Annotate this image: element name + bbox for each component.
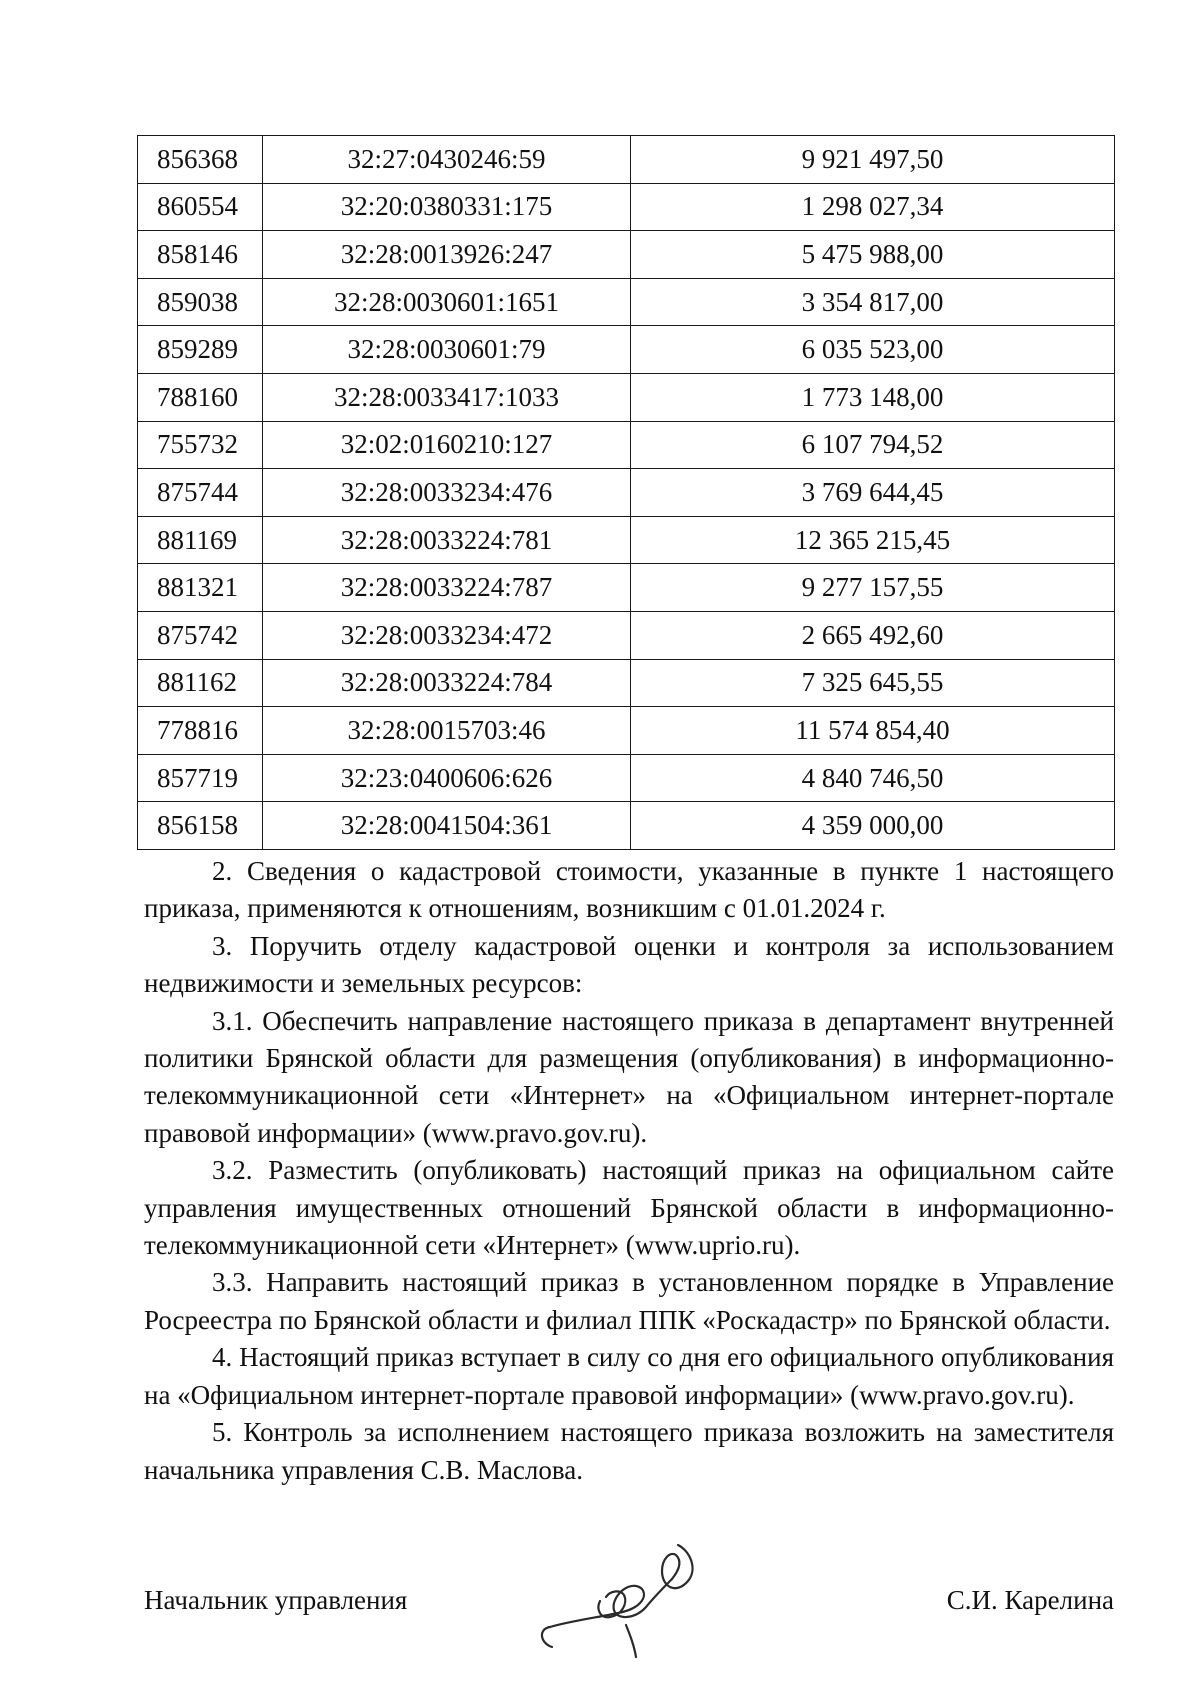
row-number-cell: 755732 [138, 421, 263, 469]
cadastral-number-cell: 32:28:0013926:247 [263, 231, 631, 279]
row-number-cell: 857719 [138, 754, 263, 802]
cadastral-number-cell: 32:23:0400606:626 [263, 754, 631, 802]
cadastral-number-cell: 32:28:0030601:79 [263, 326, 631, 374]
cadastral-number-cell: 32:28:0033224:787 [263, 564, 631, 612]
order-paragraph: 3.2. Разместить (опубликовать) настоящий приказ на официальном сайте управления имущественных отношений Брянской области в информационно-телекоммуникационной сети «Интернет» (www.uprio.ru). [144, 1155, 1114, 1261]
table-row [138, 326, 1115, 374]
order-paragraph: 4. Настоящий приказ вступает в силу со дня его официального опубликования на «Официальном интернет-портале правовой информации» (www.pravo.gov.ru). [144, 1342, 1114, 1410]
cadastral-value-cell: 1 298 027,34 [631, 183, 1115, 231]
table-row [138, 707, 1115, 755]
row-number-cell: 856158 [138, 802, 263, 850]
cadastral-value-cell: 6 107 794,52 [631, 421, 1115, 469]
table-row [138, 231, 1115, 279]
cadastral-value-cell: 3 354 817,00 [631, 278, 1115, 326]
table-row [138, 659, 1115, 707]
table-row [138, 136, 1115, 184]
order-paragraph: 3.1. Обеспечить направление настоящего приказа в департамент внутренней политики Брянской области для размещения (опубликования) в информационно-телекоммуникационной сети «Интернет» на «Официальном интернет-портале правовой информации» (www.pravo.gov.ru). [144, 1005, 1114, 1148]
cadastral-value-cell: 1 773 148,00 [631, 373, 1115, 421]
cadastral-value-cell: 4 359 000,00 [631, 802, 1115, 850]
cadastral-number-cell: 32:28:0033224:781 [263, 516, 631, 564]
row-number-cell: 859038 [138, 278, 263, 326]
order-paragraph: 2. Сведения о кадастровой стоимости, указанные в пункте 1 настоящего приказа, применяются к отношениям, возникшим с 01.01.2024 г. [144, 856, 1114, 924]
table-row [138, 754, 1115, 802]
order-paragraph: 5. Контроль за исполнением настоящего приказа возложить на заместителя начальника управления С.В. Маслова. [144, 1417, 1114, 1485]
signature-block [144, 1585, 1114, 1625]
cadastral-value-cell: 4 840 746,50 [631, 754, 1115, 802]
table-row [138, 611, 1115, 659]
cadastral-value-cell: 9 277 157,55 [631, 564, 1115, 612]
cadastral-number-cell: 32:28:0033234:476 [263, 469, 631, 517]
table-body [138, 136, 1115, 850]
cadastral-number-cell: 32:28:0015703:46 [263, 707, 631, 755]
cadastral-value-cell: 7 325 645,55 [631, 659, 1115, 707]
table-row [138, 373, 1115, 421]
row-number-cell: 875744 [138, 469, 263, 517]
cadastral-value-table [137, 135, 1115, 850]
table-row [138, 421, 1115, 469]
cadastral-value-cell: 3 769 644,45 [631, 469, 1115, 517]
row-number-cell: 875742 [138, 611, 263, 659]
row-number-cell: 860554 [138, 183, 263, 231]
table-row [138, 516, 1115, 564]
table-row [138, 278, 1115, 326]
order-text [144, 853, 1114, 1489]
cadastral-number-cell: 32:28:0041504:361 [263, 802, 631, 850]
cadastral-number-cell: 32:20:0380331:175 [263, 183, 631, 231]
cadastral-value-cell: 6 035 523,00 [631, 326, 1115, 374]
table-row [138, 183, 1115, 231]
row-number-cell: 881321 [138, 564, 263, 612]
cadastral-number-cell: 32:28:0030601:1651 [263, 278, 631, 326]
order-paragraph: 3. Поручить отделу кадастровой оценки и контроля за использованием недвижимости и земельных ресурсов: [144, 930, 1114, 999]
cadastral-number-cell: 32:28:0033234:472 [263, 611, 631, 659]
signer-name: С.И. Карелина [946, 1585, 1114, 1615]
cadastral-number-cell: 32:28:0033224:784 [263, 659, 631, 707]
row-number-cell: 858146 [138, 231, 263, 279]
table-row [138, 802, 1115, 850]
cadastral-value-cell: 11 574 854,40 [631, 707, 1115, 755]
order-paragraph: 3.3. Направить настоящий приказ в установленном порядке в Управление Росреестра по Брянской области и филиал ППК «Роскадастр» по Брянской области. [144, 1267, 1114, 1335]
cadastral-value-cell: 2 665 492,60 [631, 611, 1115, 659]
row-number-cell: 859289 [138, 326, 263, 374]
row-number-cell: 778816 [138, 707, 263, 755]
row-number-cell: 856368 [138, 136, 263, 184]
cadastral-number-cell: 32:27:0430246:59 [263, 136, 631, 184]
table-row [138, 564, 1115, 612]
row-number-cell: 881169 [138, 516, 263, 564]
cadastral-value-cell: 12 365 215,45 [631, 516, 1115, 564]
cadastral-number-cell: 32:28:0033417:1033 [263, 373, 631, 421]
row-number-cell: 881162 [138, 659, 263, 707]
cadastral-value-cell: 5 475 988,00 [631, 231, 1115, 279]
row-number-cell: 788160 [138, 373, 263, 421]
signer-position: Начальник управления [144, 1585, 408, 1615]
cadastral-number-cell: 32:02:0160210:127 [263, 421, 631, 469]
cadastral-value-cell: 9 921 497,50 [631, 136, 1115, 184]
table-row [138, 469, 1115, 517]
